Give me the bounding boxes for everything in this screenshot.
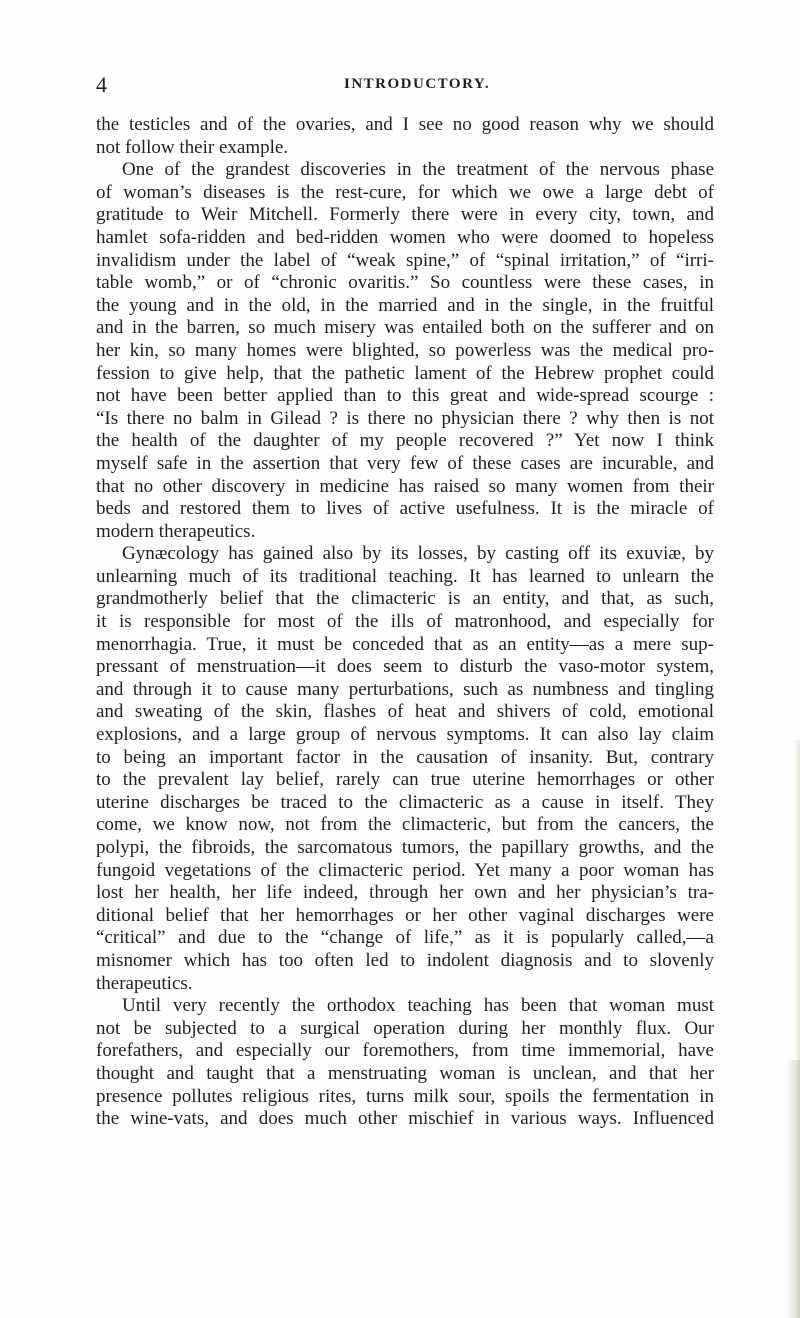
text-line: the wine-vats, and does much other mischief in various ways. Influenced xyxy=(96,1108,714,1130)
text-line: it is responsible for most of the ills of matronhood, and especially for xyxy=(96,611,714,633)
text-line: myself safe in the assertion that very few of these cases are incurable, and xyxy=(96,452,714,474)
page-number: 4 xyxy=(96,72,107,97)
body-text xyxy=(96,114,714,1131)
text-line: presence pollutes religious rites, turns milk sour, spoils the fermentation in xyxy=(96,1085,714,1107)
text-line: uterine discharges be traced to the climacteric as a cause in itself. They xyxy=(96,791,714,813)
text-line: unlearning much of its traditional teaching. It has learned to unlearn the xyxy=(96,565,714,587)
text-line: and sweating of the skin, flashes of heat and shivers of cold, emotional xyxy=(96,701,714,723)
scan-edge-discoloration xyxy=(786,1060,800,1318)
text-line: to being an important factor in the causation of insanity. But, contrary xyxy=(96,746,714,768)
text-line: gratitude to Weir Mitchell. Formerly there were in every city, town, and xyxy=(96,204,714,226)
text-line: not be subjected to a surgical operation during her monthly flux. Our xyxy=(96,1017,714,1039)
text-line: menorrhagia. True, it must be conceded that as an entity—as a mere sup- xyxy=(96,633,714,655)
text-line: and in the barren, so much misery was entailed both on the sufferer and on xyxy=(96,317,714,339)
text-line: grandmotherly belief that the climacteric is an entity, and that, as such, xyxy=(96,588,714,610)
text-line: the young and in the old, in the married and in the single, in the fruitful xyxy=(96,294,714,316)
text-line: One of the grandest discoveries in the treatment of the nervous phase xyxy=(122,159,714,181)
text-line: modern therapeutics. xyxy=(96,520,256,542)
text-line: the health of the daughter of my people recovered ?” Yet now I think xyxy=(96,430,714,452)
text-line: hamlet sofa-ridden and bed-ridden women who were doomed to hopeless xyxy=(96,226,714,248)
text-line: and through it to cause many perturbations, such as numbness and tingling xyxy=(96,678,714,700)
text-line: misnomer which has too often led to indolent diagnosis and to slovenly xyxy=(96,949,714,971)
text-line: polypi, the fibroids, the sarcomatous tumors, the papillary growths, and the xyxy=(96,837,714,858)
text-line: “critical” and due to the “change of life,” as it is popularly called,—a xyxy=(96,927,714,949)
text-line: that no other discovery in medicine has raised so many women from their xyxy=(96,475,714,497)
text-line: to the prevalent lay belief, rarely can true uterine hemorrhages or other xyxy=(96,769,714,791)
text-line: explosions, and a large group of nervous symptoms. It can also lay claim xyxy=(96,724,714,746)
text-line: of woman’s diseases is the rest-cure, for which we owe a large debt of xyxy=(96,181,714,203)
text-line: invalidism under the label of “weak spine,” of “spinal irritation,” of “irri- xyxy=(96,249,714,271)
text-line: forefathers, and especially our foremothers, from time immemorial, have xyxy=(96,1040,714,1062)
running-head xyxy=(96,72,716,98)
text-line: table womb,” or of “chronic ovaritis.” So countless were these cases, in xyxy=(96,272,714,294)
scan-edge-shadow xyxy=(794,740,800,1060)
text-line: lost her health, her life indeed, through her own and her physician’s tra- xyxy=(96,882,714,904)
text-line: beds and restored them to lives of active usefulness. It is the miracle of xyxy=(96,498,714,520)
running-title: INTRODUCTORY. xyxy=(344,76,491,92)
text-line: ditional belief that her hemorrhages or her other vaginal discharges were xyxy=(96,904,714,926)
text-line: “Is there no balm in Gilead ? is there no physician there ? why then is not xyxy=(96,407,714,429)
text-line: Until very recently the orthodox teaching has been that woman must xyxy=(122,995,714,1017)
text-line: not have been better applied than to this great and wide-spread scourge : xyxy=(96,385,714,407)
text-line: fungoid vegetations of the climacteric period. Yet many a poor woman has xyxy=(96,859,714,881)
text-line: fession to give help, that the pathetic lament of the Hebrew prophet could xyxy=(96,362,714,384)
text-line: the testicles and of the ovaries, and I see no good reason why we should xyxy=(96,114,714,135)
text-line: thought and taught that a menstruating woman is unclean, and that her xyxy=(96,1062,714,1084)
text-line: Gynæcology has gained also by its losses, by casting off its exuviæ, by xyxy=(122,543,714,565)
text-line: pressant of menstruation—it does seem to disturb the vaso-motor system, xyxy=(96,656,714,678)
text-line: her kin, so many homes were blighted, so powerless was the medical pro- xyxy=(96,339,714,361)
text-line: therapeutics. xyxy=(96,972,193,994)
text-line: not follow their example. xyxy=(96,136,289,158)
text-line: come, we know now, not from the climacteric, but from the cancers, the xyxy=(96,814,714,836)
